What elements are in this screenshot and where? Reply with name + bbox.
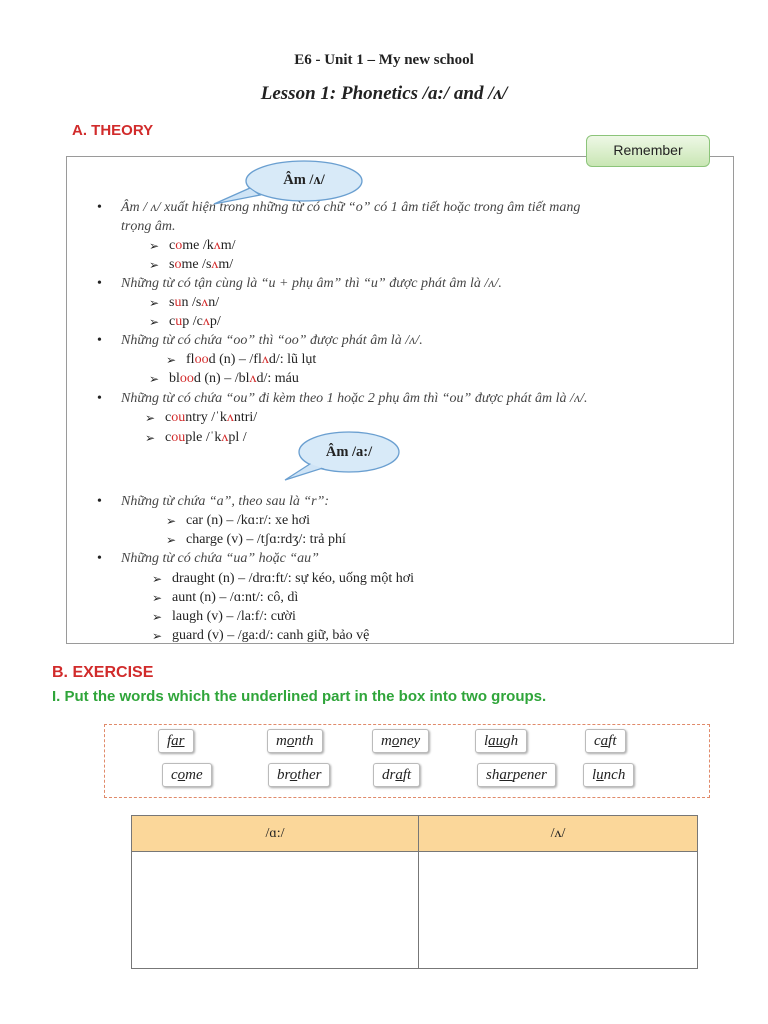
word-brother: brother (268, 763, 330, 787)
rule-1-line-2: trọng âm. (121, 219, 176, 234)
remember-badge: Remember (586, 135, 710, 167)
table-header-uh: /ʌ/ (550, 826, 566, 841)
word-come: come (162, 763, 212, 787)
example-charge: ➢ charge (v) – /tʃɑ:rdʒ/: trả phí (186, 532, 346, 548)
exercise-heading: B. EXERCISE (52, 664, 154, 681)
word-sharpener: sharpener (477, 763, 556, 787)
example-blood: ➢ blood (n) – /blʌd/: máu (169, 371, 299, 387)
example-draught: ➢ draught (n) – /drɑ:ft/: sự kéo, uống một hơi (172, 571, 414, 587)
rule-1-line-1: • Âm / ʌ/ xuất hiện trong những từ có chữ “o” có 1 âm tiết hoặc trong âm tiết mang (121, 200, 580, 216)
word-money: money (372, 729, 429, 753)
example-car: ➢ car (n) – /kɑ:r/: xe hơi (186, 513, 310, 529)
rule-3: • Những từ có chứa “oo” thì “oo” được phát âm là /ʌ/. (121, 333, 423, 349)
example-some: ➢ some /sʌm/ (169, 257, 233, 273)
word-draft: draft (373, 763, 420, 787)
theory-heading: A. THEORY (72, 122, 154, 139)
example-laugh: ➢ laugh (v) – /la:f/: cười (172, 609, 296, 625)
example-couple: ➢ couple /ˈkʌpl / (165, 430, 247, 446)
rule-4: • Những từ có chứa “ou” đi kèm theo 1 hoặc 2 phụ âm thì “ou” được phát âm là /ʌ/. (121, 391, 588, 407)
page-title: E6 - Unit 1 – My new school (294, 52, 474, 68)
word-far: far (158, 729, 194, 753)
exercise-instruction: I. Put the words which the underlined part in the box into two groups. (52, 688, 547, 705)
lesson-title: Lesson 1: Phonetics /a:/ and /ʌ/ (260, 83, 508, 104)
word-laugh: laugh (475, 729, 527, 753)
example-cup: ➢ cup /cʌp/ (169, 314, 221, 330)
word-lunch: lunch (583, 763, 634, 787)
table-header-a: /ɑ:/ (265, 826, 285, 841)
answer-cell-uh[interactable] (419, 852, 697, 969)
rule-2: • Những từ có tận cùng là “u + phụ âm” thì “u” được phát âm là /ʌ/. (121, 276, 502, 292)
example-sun: ➢ sun /sʌn/ (169, 295, 219, 311)
bubble-sound-uh: Âm /ʌ/ (283, 172, 325, 188)
answer-table (131, 815, 698, 969)
example-country: ➢ country /ˈkʌntri/ (165, 410, 257, 426)
word-caft: caft (585, 729, 626, 753)
example-guard: ➢ guard (v) – /ga:d/: canh giữ, bảo vệ (172, 628, 369, 644)
answer-cell-a[interactable] (132, 852, 418, 969)
rule-6: • Những từ có chứa “ua” hoặc “au” (121, 551, 319, 567)
example-flood: ➢ flood (n) – /flʌd/: lũ lụt (186, 352, 316, 368)
example-come: ➢ come /kʌm/ (169, 238, 236, 254)
bubble-sound-ah: Âm /a:/ (325, 444, 373, 460)
example-aunt: ➢ aunt (n) – /ɑ:nt/: cô, dì (172, 590, 298, 606)
word-month: month (267, 729, 323, 753)
rule-5: • Những từ chứa “a”, theo sau là “r”: (121, 494, 329, 510)
